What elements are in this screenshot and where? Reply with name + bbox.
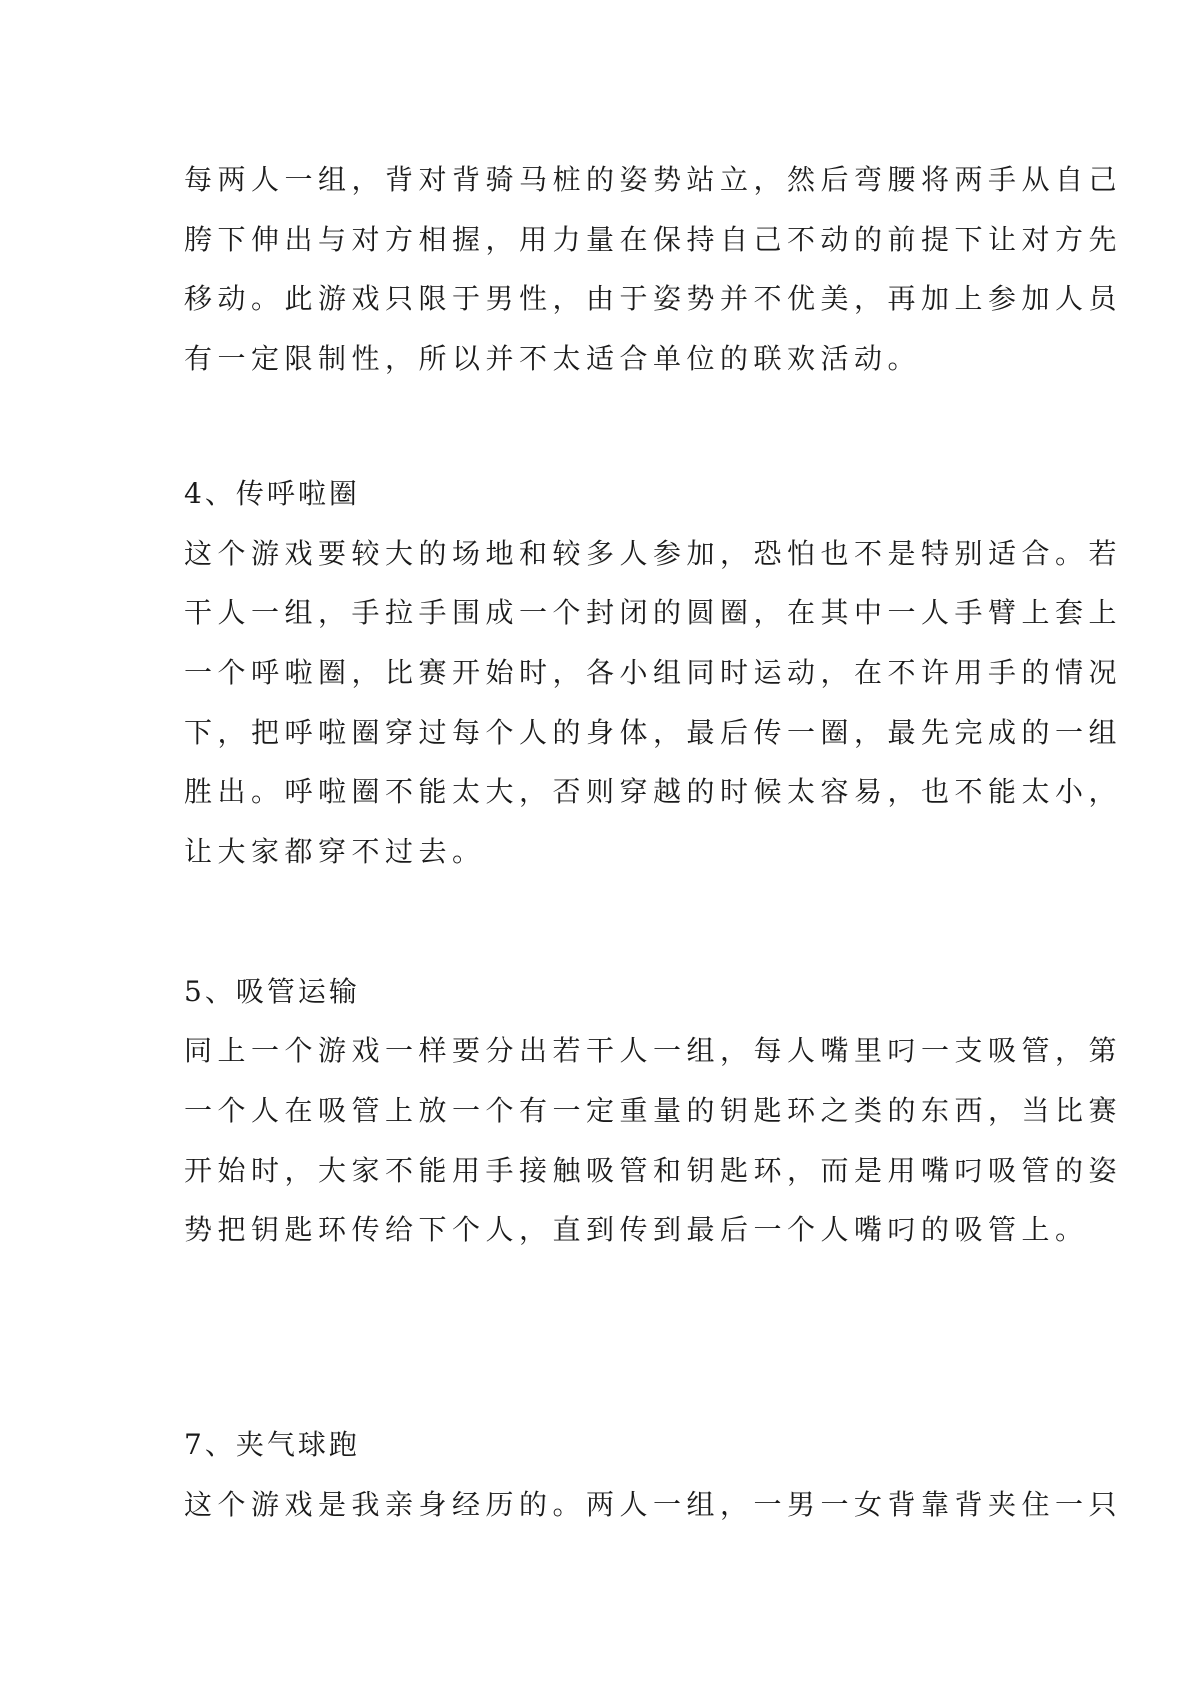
paragraph-line: 让大家都穿不过去。 — [184, 835, 486, 868]
paragraph-line: 每两人一组，背对背骑马桩的姿势站立，然后弯腰将两手从自己 — [184, 163, 1123, 196]
paragraph-line: 胜出。呼啦圈不能太大，否则穿越的时候太容易，也不能太小， — [184, 775, 1123, 808]
paragraph-line: 有一定限制性，所以并不太适合单位的联欢活动。 — [184, 342, 922, 375]
section-heading: 5、吸管运输 — [184, 975, 360, 1008]
paragraph-line: 胯下伸出与对方相握，用力量在保持自己不动的前提下让对方先 — [184, 223, 1123, 256]
paragraph-line: 势把钥匙环传给下个人，直到传到最后一个人嘴叼的吸管上。 — [184, 1213, 1089, 1246]
section-heading: 4、传呼啦圈 — [184, 477, 360, 510]
paragraph-line: 下，把呼啦圈穿过每个人的身体，最后传一圈，最先完成的一组 — [184, 716, 1123, 749]
paragraph-line: 移动。此游戏只限于男性，由于姿势并不优美，再加上参加人员 — [184, 282, 1123, 315]
section-heading: 7、夹气球跑 — [184, 1428, 360, 1461]
paragraph-line: 一个呼啦圈，比赛开始时，各小组同时运动，在不许用手的情况 — [184, 656, 1123, 689]
paragraph-line: 同上一个游戏一样要分出若干人一组，每人嘴里叼一支吸管，第 — [184, 1034, 1123, 1067]
paragraph-line: 开始时，大家不能用手接触吸管和钥匙环，而是用嘴叼吸管的姿 — [184, 1154, 1123, 1187]
paragraph-line: 这个游戏是我亲身经历的。两人一组，一男一女背靠背夹住一只 — [184, 1488, 1123, 1521]
paragraph-line: 这个游戏要较大的场地和较多人参加，恐怕也不是特别适合。若 — [184, 537, 1123, 570]
paragraph-line: 干人一组，手拉手围成一个封闭的圆圈，在其中一人手臂上套上 — [184, 596, 1123, 629]
paragraph-line: 一个人在吸管上放一个有一定重量的钥匙环之类的东西，当比赛 — [184, 1094, 1123, 1127]
